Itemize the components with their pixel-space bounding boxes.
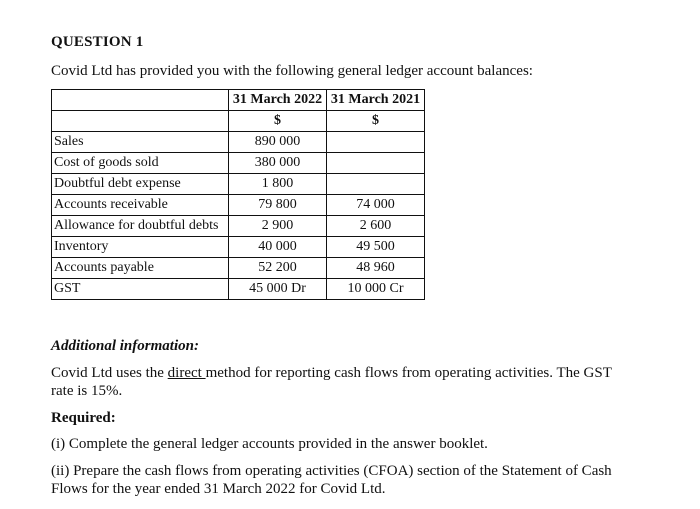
account-name: Doubtful debt expense (52, 174, 229, 195)
balance-2022: 890 000 (229, 132, 327, 153)
direct-method-term: direct (167, 365, 206, 381)
table-row (52, 216, 425, 237)
header-2022: 31 March 2022 (229, 90, 327, 111)
currency-2022: $ (229, 111, 327, 132)
account-name: Cost of goods sold (52, 153, 229, 174)
table-row (52, 153, 425, 174)
balance-2021: 49 500 (327, 237, 425, 258)
balance-2021 (327, 132, 425, 153)
balance-2022: 380 000 (229, 153, 327, 174)
balance-2022: 40 000 (229, 237, 327, 258)
table-row (52, 195, 425, 216)
ledger-balances-table (51, 89, 425, 300)
balance-2021: 2 600 (327, 216, 425, 237)
balance-2021 (327, 174, 425, 195)
account-name: Inventory (52, 237, 229, 258)
balance-2021: 74 000 (327, 195, 425, 216)
required-item-1: (i) Complete the general ledger accounts provided in the answer booklet. (51, 436, 488, 452)
account-name: GST (52, 279, 229, 300)
header-account (52, 90, 229, 111)
currency-row (52, 111, 425, 132)
balance-2021: 10 000 Cr (327, 279, 425, 300)
balance-2022: 52 200 (229, 258, 327, 279)
table-row (52, 132, 425, 153)
table-row (52, 279, 425, 300)
account-name: Allowance for doubtful debts (52, 216, 229, 237)
balance-2021: 48 960 (327, 258, 425, 279)
required-item-2: (ii) Prepare the cash flows from operating activities (CFOA) section of the Statement of Cash Flows for the year ended 31 March 2022 for Covid Ltd. (51, 463, 612, 497)
table-row (52, 258, 425, 279)
account-name: Accounts payable (52, 258, 229, 279)
additional-text-after: method for reporting cash flows from operating activities. The GST rate is 15%. (51, 365, 612, 399)
header-2021: 31 March 2021 (327, 90, 425, 111)
table-header-row (52, 90, 425, 111)
currency-account (52, 111, 229, 132)
additional-info-heading: Additional information: (51, 338, 199, 354)
account-name: Accounts receivable (52, 195, 229, 216)
account-name: Sales (52, 132, 229, 153)
additional-info-text (51, 364, 626, 400)
balance-2022: 45 000 Dr (229, 279, 327, 300)
question-title: QUESTION 1 (51, 34, 144, 50)
currency-2021: $ (327, 111, 425, 132)
required-heading: Required: (51, 410, 116, 426)
question-intro: Covid Ltd has provided you with the following general ledger account balances: (51, 63, 533, 79)
table-row (52, 237, 425, 258)
balance-2021 (327, 153, 425, 174)
additional-text-before: Covid Ltd uses the (51, 365, 168, 381)
balance-2022: 1 800 (229, 174, 327, 195)
table-row (52, 174, 425, 195)
balance-2022: 2 900 (229, 216, 327, 237)
balance-2022: 79 800 (229, 195, 327, 216)
